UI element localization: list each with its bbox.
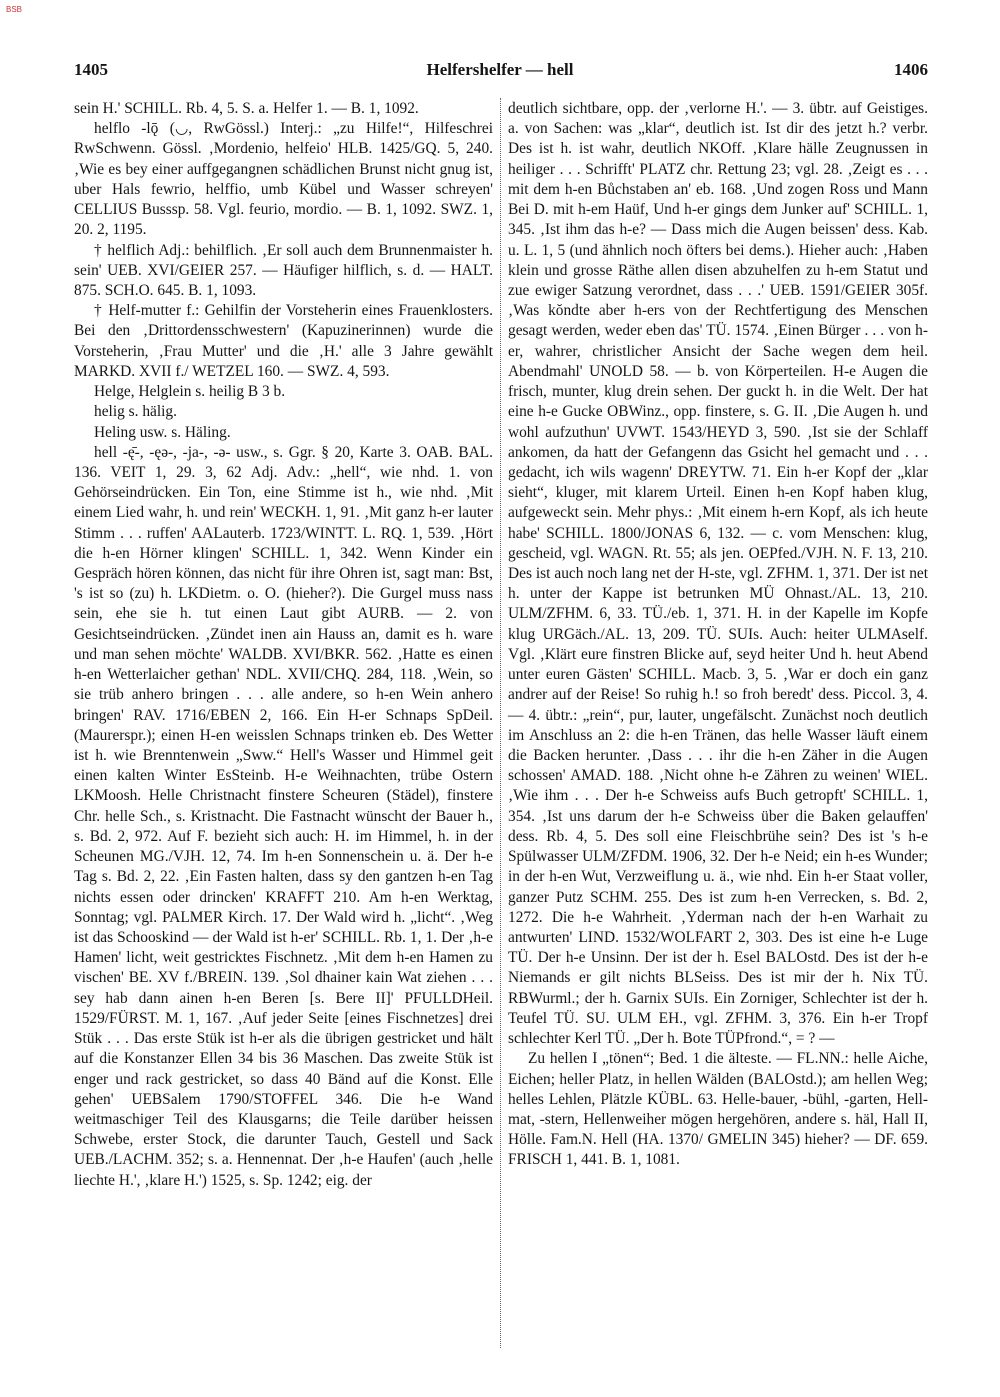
left-column: [74, 99, 493, 1191]
page-number-left: 1405: [74, 60, 108, 79]
entry-helig: helig s. hälig.: [94, 403, 177, 421]
entry-helge: Helge, Helglein s. heilig B 3 b.: [94, 383, 286, 401]
entry-hell-continued: deutlich sichtbare, opp. der ‚verlorne H.'. — 3. übtr. auf Geistiges. a. von Sachen: was „klar“, deutlich ist. Ist dir des jetzt h.? verbr. Des ist h. ist wahr, deutlich NKOff. ‚Klare hälle Zeugnussen in heiliger . . . Schrifft' PLATZ chr. Rettung 23; vgl. 28. ‚Zeigt es . . . mit dem h-en Bůchstaben an' eb. 168. ‚Und zogen Ross und Mann Bei D. mit h-em Haüf, Und h-er gings dem Junker auf' SCHILL. 1, 345. ‚Ist ihm das h-e? — Dass mich die Augen beissen' dess. Kab. u. L. 1, 5 (und ähnlich noch öfters bei dems.). Hieher auch: ‚Haben klein und grosse Räthe allen disen abzuhelfen zu h-em Statut und zue ewiger Satzung verordnet, dass . . .' UEB. 1591/GEIER 305f. ‚Was kŏndte aber h-ers von der Rechtfertigung des Menschen gesagt werden, weder eben das' TÜ. 1574. ‚Einen Bürger . . . von h-er, wahrer, christlicher Ansicht der Sache wegen dem heil. Abendmahl' UNOLD 58. — b. von Körperteilen. H-e Augen die frisch, munter, klug drein sehen. Der guckt h. in die Welt. Der hat eine h-e Gucke OBWinz., opp. finstere, s. G. II. ‚Die Augen h. und wohl aufzuthun' UVWT. 1543/HEYD 3, 590. ‚Ist sie der Schlaff ankomen, da hatt der Gefangenn das Gsicht hel gemacht und . . . gedacht, ich wils wagenn' DREYTW. 71. Ein h-er Kopf der „klar sieht“, kluger, mit klarem Urteil. Einen h-en Kopf haben klug, aufgeweckt sein. Mehr phys.: ‚Mit einem h-ern Kopf, als ich heute habe' SCHILL. 1800/JONAS 6, 132. — c. vom Menschen: klug, gescheid, vgl. WAGN. Rt. 55; als jen. OEPfed./VJH. N. F. 13, 210. Des ist auch noch lang net der H-ste, vgl. ZFHM. 1, 371. Der ist net h. unter der Kappe ist betrunken MÜ Ohnast./AL. 13, 210. ULM/ZFHM. 6, 33. TÜ./eb. 1, 371. H. in der Kapelle im Kopfe klug URGäch./AL. 13, 209. TÜ. SUIs. Auch: heiter ULMAself. Vgl. ‚Klärt eure finstren Blicke auf, seyd heiter Und h. heut Abend unter euren Gästen' SCHILL. Macb. 3, 5. ‚War er doch ein ganz andrer auf der Reise! So ruhig h.! so froh beredt' dess. Piccol. 3, 4. — 4. übtr.: „rein“, pur, lauter, ungefälscht. Zunächst noch deutlich im Anschluss an 2: die h-en Tränen, das helle Wasser läuft einem die Backen herunter. ‚Dass . . . ihr die h-en Zäher in die Augen schossen' AMAD. 188. ‚Nicht ohne h-e Zähren zu weinen' WIEL. ‚Wie ihm . . . Der h-e Schweiss aufs Buch getropft' SCHILL. 1, 354. ‚Ist uns darum der h-e Schweiss über die Baken gelauffen' dess. Rb. 4, 5. Des soll eine Fleischbrühe sein? Des ist 's h-e Spülwasser ULM/ZFDM. 1906, 32. Der h-e Neid; ein h-es Wunder; in der h-en Wut, Verzweiflung u. ä., wie nhd. Ein h-er Staat voller, ganzer Putz SCHM. 255. Des ist zum h-en Verrecken, s. Bd. 2, 1272. Die h-e Wahrheit. ‚Yderman nach der h-en Warhait zu antwurten' LIND. 1532/WOLFART 2, 303. Des ist eine h-e Luge TÜ. Der h-e Unsinn. Der ist der h. Esel BALOstd. Des ist der h-e Niemands er gilt nichts BLSeiss. Des ist mir der h. Nix TÜ. RBWurml.; der h. Garnix SUIs. Ein Zorniger, Schlechter ist der h. Teufel TÜ. SU. ULM EH., vgl. ZFHM. 3, 376. Ein h-er Tropf schlechter Kerl TÜ. „Der h. Bote TÜPfrond.“, = ? —: [508, 100, 928, 1048]
entry-hell: hell -ę̄-, -ęə-, -ja-, -ə- usw., s. Ggr. § 20, Karte 3. OAB. BAL. 136. VEIT 1, 29. 3, 62 Adj. Adv.: „hell“, wie nhd. 1. von Gehörseindrücken. Ein Ton, eine Stimme ist h., wie nhd. ‚Mit einem Lied wahr, h. und rein' WECKH. 1, 91. ‚Mit ganz h-er lauter Stimm . . . ruffen' AALauterb. 1723/WINTT. L. RQ. 1, 539. ‚Hört die h-en Hörner klingen' SCHILL. 1, 342. Wenn Kinder ein Gespräch hören können, das nicht für ihre Ohren ist, sagt man: Bst, 's ist so (zu) h. LKDietm. o. O. (hieher?). Die Gurgel muss nass sein, ehe sie h. tut einen Laut gibt AURB. — 2. von Gesichtseindrücken. ‚Zündet inen ain Hauss an, damit es h. ware und man sehen möchte' WALDB. XVI/BKR. 562. ‚Hatte es einen h-en Wetterlaicher gethan' NDL. XVII/CHQ. 284, 118. ‚Wein, so sie trüb anhero bringen . . . alle andere, so h-en Wein anhero bringen' RAV. 1716/EBEN 2, 166. Ein H-er Schnaps SpDeil. (Maurerspr.); einen H-en weisslen Schnaps trinken eb. Des Wetter ist h. wie Brenntenwein „Sww.“ Hell's Wasser und Himmel geit einen kalten Winter EsSteinb. H-e Weihnachten, trübe Ostern LKMoosh. Helle Christnacht finstere Scheuren (Städel), finstere Chr. helle Sch., s. Kristnacht. Die Fastnacht wünscht der Bauer h., s. Bd. 2, 972. Auf F. bezieht sich auch: H. im Himmel, h. in der Scheunen MG./VJH. 12, 74. Im h-en Sonnenschein u. ä. Der h-e Tag s. Bd. 2, 22. ‚Ein Fasten halten, dass sy den gantzen h-en Tag nichts essen oder drincken' KRAFFT 210. Am h-en Werktag, Sonntag; vgl. PALMER Kirch. 17. Der Wald wird h. „licht“. ‚Weg ist das Schooskind — der Wald ist h-er' SCHILL. Rb. 1, 1. Der ‚h-e Hamen' licht, weit gestricktes Fischnetz. ‚Mit dem h-en Hamen zu vischen' BE. XV f./BREIN. 139. ‚Sol dhainer kain Wat ziehen . . . sey hab dann ainen h-en Beren [s. Bere II]' PFULLDHeil. 1529/FÜRST. M. 1, 167. ‚Auf jeder Seite [eines Fischnetzes] drei Stük . . . Das erste Stük ist h-er als die übrigen gestricket und hält auf die Konstanzer Ellen 34 bis 36 Maschen. Das zweite Stük ist enger und rack gestricket, so dass 40 Bänd auf die Konst. Elle gehen' UEBSalem 1790/STOFFEL 346. Die h-e Wand weitmaschiger Teil des Klausgarns; die Teile darüber heissen Schwebe, erster Stock, die darunter Tauch, Gestell und Sack UEB./LACHM. 352; s. a. Hennennat. Der ‚h-e Haufen' (auch ‚helle liechte H.', ‚klare H.') 1525, s. Sp. 1242; eig. der: [74, 443, 493, 1189]
entry-helf-mutter: † Helf-mutter f.: Gehilfin der Vorsteherin eines Frauenklosters. Bei den ‚Drittordensschwestern' (Kapuzinerinnen) wurde die Vorsteherin, ‚Frau Mutter' und die ‚H.' alle 3 Jahre gewählt MARKD. XVII f./ WETZEL 160. — SWZ. 4, 593.: [74, 302, 493, 380]
entry-helfer-tail: sein H.' SCHILL. Rb. 4, 5. S. a. Helfer 1. — B. 1, 1092.: [74, 100, 419, 117]
page-number-right: 1406: [894, 60, 928, 79]
right-column: [508, 99, 928, 1171]
entry-helflo: helflo -lǭ (◡, RwGössl.) Interj.: „zu Hilfe!“, Hilfeschrei RwSchwenn. Gössl. ‚Mordenio, helfeio' HLB. 1425/GQ. 5, 240. ‚Wie es bey einer auffgegangnen schädlichen Brunst nicht gnug ist, uber Hals fewrio, helffio, umb Kübel und Wasser schreyen' CELLIUS Busssp. 58. Vgl. feurio, mordio. — B. 1, 1092. SWZ. 1, 20. 2, 1195.: [74, 120, 493, 239]
entry-helflich: † helflich Adj.: behilflich. ‚Er soll auch dem Brunnenmaister h. sein' UEB. XVI/GEIER 257. — Häufiger hilflich, s. d. — HALT. 875. SCH.O. 645. B. 1, 1093.: [74, 241, 493, 299]
page-title: Helfershelfer — hell: [426, 60, 574, 79]
entry-heling: Heling usw. s. Häling.: [94, 423, 231, 441]
library-stamp: BSB: [6, 5, 23, 14]
entry-hell-notes: Zu hellen I „tönen“; Bed. 1 die älteste. — FL.NN.: helle Aiche, Eichen; heller Platz, in hellen Wälden (BALOstd.); am hellen Weg; helles Lehlen, Plätzle KÜBL. 63. Helle-bauer, -bühl, -garten, Hell-mat, -stern, Hellenweiher mögen hergehören, andere s. häl, Hall II, Hölle. Fam.N. Hell (HA. 1370/ GMELIN 345) hieher? — DF. 659. FRISCH 1, 441. B. 1, 1081.: [508, 1050, 928, 1169]
column-divider: [500, 98, 501, 1348]
